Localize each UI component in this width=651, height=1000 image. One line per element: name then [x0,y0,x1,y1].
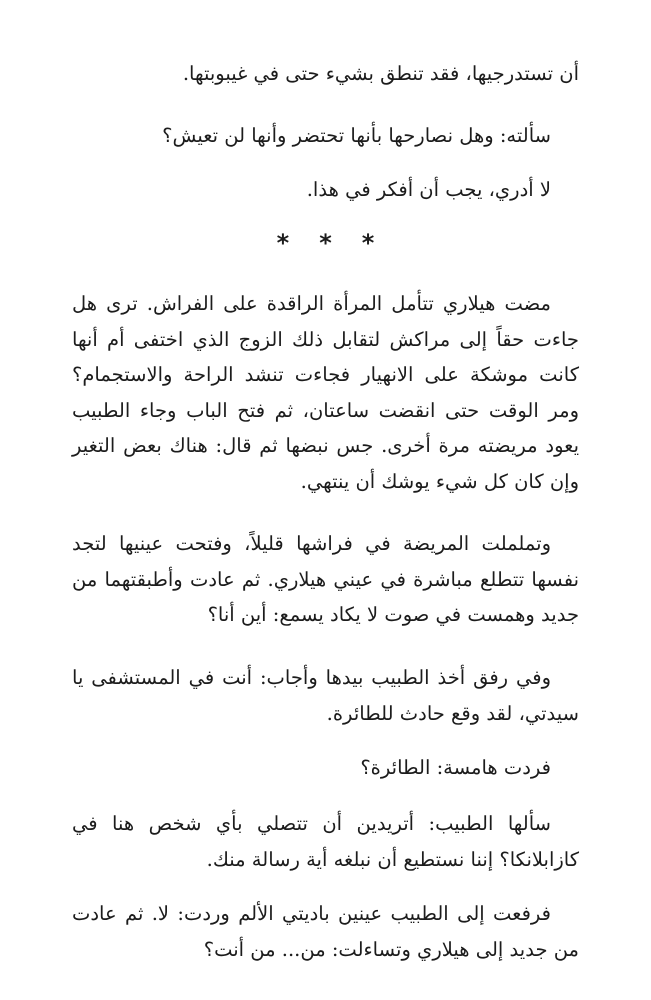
paragraph-7: فردت هامسة: الطائرة؟ [360,756,551,779]
paragraph-2: سألته: وهل نصارحها بأنها تحتضر وأنها لن تعيش؟ [162,124,551,147]
separator-star: * [276,229,290,257]
book-page [72,0,579,1000]
paragraph-5: وتململت المريضة في فراشها قليلاً، وفتحت عينيها لتجد نفسها تتطلع مباشرة في عيني هيلاري. ثم عادت وأطبقتهما من جديد وهمست في صوت لا يكاد يسمع: أين أنا؟ [72,532,579,627]
paragraph-9: فرفعت إلى الطبيب عينين باديتي الألم وردت: لا. ثم عادت من جديد إلى هيلاري وتساءلت: من... من أنت؟ [72,902,579,961]
paragraph-6: وفي رفق أخذ الطبيب بيدها وأجاب: أنت في المستشفى يا سيدتي، لقد وقع حادث للطائرة. [72,666,579,725]
separator-star: * [361,229,375,257]
paragraph-8: سألها الطبيب: أتريدين أن تتصلي بأي شخص هنا في كازابلانكا؟ إننا نستطيع أن نبلغه أية رسالة منك. [72,812,579,871]
paragraph-3: لا أدري، يجب أن أفكر في هذا. [306,178,551,201]
separator-star: * [319,229,332,257]
paragraph-4: مضت هيلاري تتأمل المرأة الراقدة على الفراش. ترى هل جاءت حقاً إلى مراكش لتقابل ذلك الزوج الذي اختفى أم أنها كانت موشكة على الانهيار فجاءت تنشد الراحة والاستجمام؟ ومر الوقت حتى انقضت ساعتان، ثم فتح الباب وجاء الطبيب يعود مريضته مرة أخرى. جس نبضها ثم قال: هناك بعض التغير وإن كان كل شيء يوشك أن ينتهي. [72,292,579,493]
section-separator [72,228,579,258]
paragraph-1: أن تستدرجيها، فقد تنطق بشيء حتى في غيبوبتها. [182,62,579,85]
